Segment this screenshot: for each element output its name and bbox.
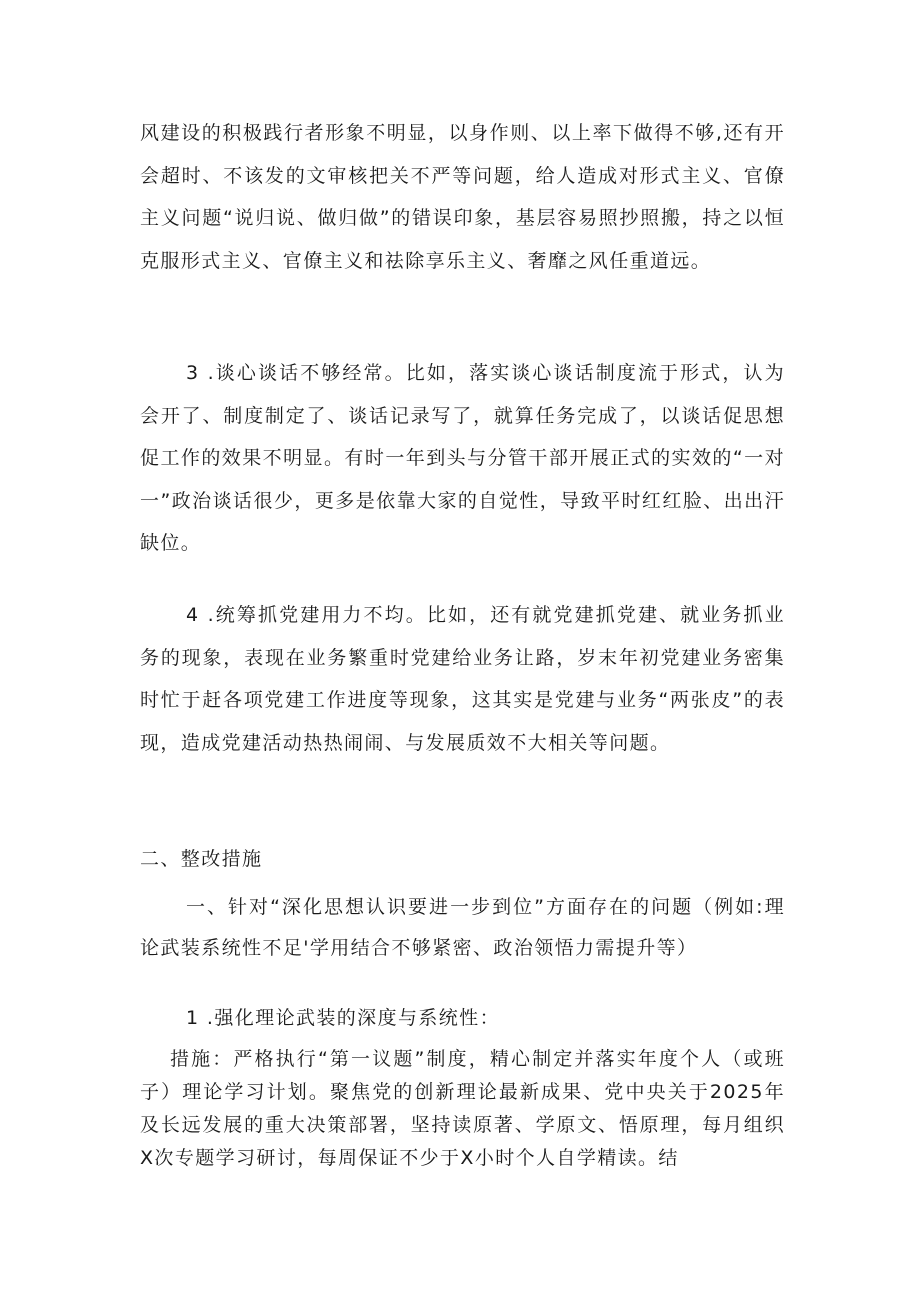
paragraph-style-issues-continued: 风建设的积极践行者形象不明显，以身作则、以上率下做得不够,还有开会超时、不该发的文审核把关不严等问题，给人造成对形式主义、官僚主义问题“说归说、做归做”的错误印象，基层容易照抄照搬，持之以恒克服形式主义、官僚主义和祛除享乐主义、奢靡之风任重道远。 (140, 122, 785, 272)
section-heading-rectification-measures: 二、整改措施 (140, 848, 263, 870)
paragraph-heart-to-heart-talks: 3 .谈心谈话不够经常。比如，落实谈心谈话制度流于形式，认为会开了、制度制定了、谈话记录写了，就算任务完成了，以谈话促思想促工作的效果不明显。有时一年到头与分管干部开展正式的实效的“一对一”政治谈话很少，更多是依靠大家的自觉性，导致平时红红脸、出出汗缺位。 (140, 362, 785, 554)
paragraph-ideological-understanding-issues: 一、针对“深化思想认识要进一步到位”方面存在的问题（例如:理论武装系统性不足'学用结合不够紧密、政治领悟力需提升等） (140, 896, 785, 959)
subheading-theoretical-arming: 1 .强化理论武装的深度与系统性： (186, 1007, 500, 1029)
paragraph-party-building-coordination: 4 .统筹抓党建用力不均。比如，还有就党建抓党建、就业务抓业务的现象，表现在业务繁重时党建给业务让路，岁末年初党建业务密集时忙于赶各项党建工作进度等现象，这其实是党建与业务“两张皮”的表现，造成党建活动热热闹闹、与发展质效不大相关等问题。 (140, 604, 785, 754)
paragraph-measures-study-plan: 措施：严格执行“第一议题”制度，精心制定并落实年度个人（或班子）理论学习计划。聚焦党的创新理论最新成果、党中央关于2025年及长远发展的重大决策部署，坚持读原著、学原文、悟原理，每月组织X次专题学习研讨，每周保证不少于X小时个人自学精读。结 (140, 1048, 785, 1169)
